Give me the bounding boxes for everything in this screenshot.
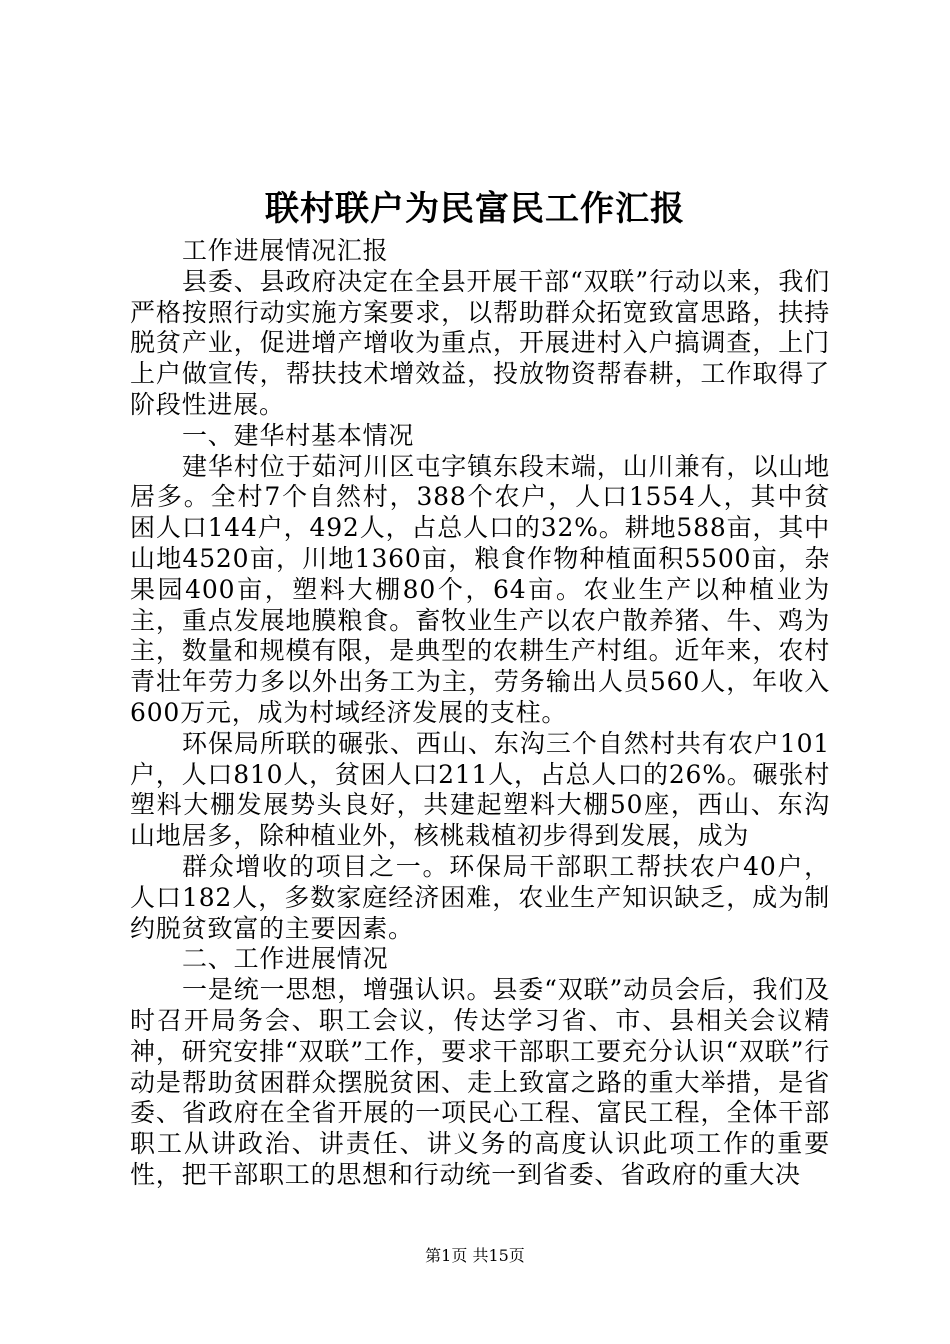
paragraph-bureau-households: 群众增收的项目之一。环保局干部职工帮扶农户40户，人口182人，多数家庭经济困难，农业生产知识缺乏，成为制约脱贫致富的主要因素。 — [130, 851, 830, 943]
paragraph-progress-first: 一是统一思想，增强认识。县委“双联”动员会后，我们及时召开局务会、职工会议，传达学习省、市、县相关会议精神，研究安排“双联”工作，要求干部职工要充分认识“双联”行动是帮助贫困群众摆脱贫困、走上致富之路的重大举措，是省委、省政府在全省开展的一项民心工程、富民工程，全体干部职工从讲政治、讲责任、讲义务的高度认识此项工作的重要性，把干部职工的思想和行动统一到省委、省政府的重大决 — [130, 975, 830, 1189]
document-title: 联村联户为民富民工作汇报 — [265, 189, 685, 229]
page-number-footer: 第1页 共15页 — [425, 1246, 525, 1265]
paragraph-village-overview: 建华村位于茹河川区屯字镇东段末端，山川兼有，以山地居多。全村7个自然村，388个农户，人口1554人，其中贫困人口144户，492人，占总人口的32%。耕地588亩，其中山地4520亩，川地1360亩，粮食作物种植面积5500亩，杂果园400亩，塑料大棚80个，64亩。农业生产以种植业为主，重点发展地膜粮食。畜牧业生产以农户散养猪、牛、鸡为主，数量和规模有限，是典型的农耕生产村组。近年来，农村青壮年劳力多以外出务工为主，劳务输出人员560人，年收入600万元，成为村域经济发展的支柱。 — [130, 451, 830, 727]
paragraph-report-heading: 工作进展情况汇报 — [182, 236, 389, 265]
paragraph-bureau-villages: 环保局所联的碾张、西山、东沟三个自然村共有农户101户，人口810人，贫困人口211人，占总人口的26%。碾张村塑料大棚发展势头良好，共建起塑料大棚50座，西山、东沟山地居多，除种植业外，核桃栽植初步得到发展，成为 — [130, 728, 831, 851]
document-body — [130, 236, 830, 1191]
section-heading-village: 一、建华村基本情况 — [182, 420, 415, 450]
paragraph-intro: 县委、县政府决定在全县开展干部“双联”行动以来，我们严格按照行动实施方案要求，以帮助群众拓宽致富思路，扶持脱贫产业，促进增产增收为重点，开展进村入户搞调查，上门上户做宣传，帮扶技术增效益，投放物资帮春耕，工作取得了阶段性进展。 — [130, 266, 830, 419]
section-heading-progress: 二、工作进展情况 — [182, 944, 389, 974]
